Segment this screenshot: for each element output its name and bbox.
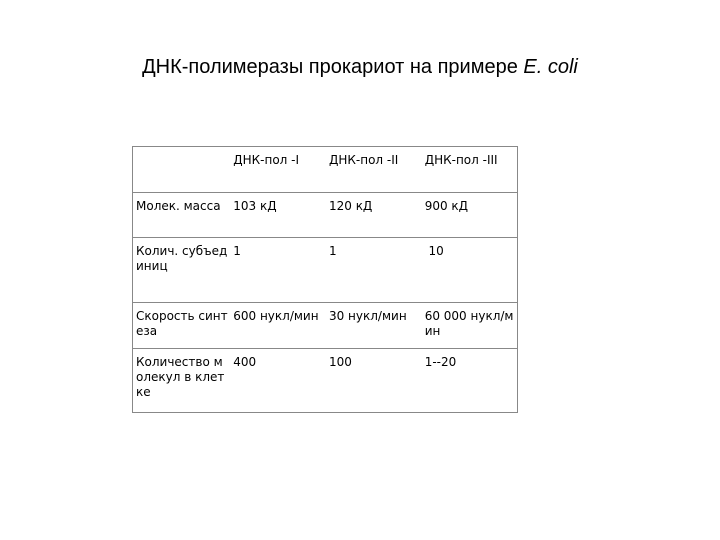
row-label-cell: Количество молекул в клетке (133, 349, 231, 413)
table-cell: 30 нукл/мин (326, 303, 422, 349)
table-cell: 600 нукл/мин (230, 303, 326, 349)
table-cell: 60 000 нукл/мин (422, 303, 518, 349)
row-label-cell: Молек. масса (133, 193, 231, 238)
table-cell: 900 кД (422, 193, 518, 238)
table-row (133, 303, 518, 349)
table-cell: 1--20 (422, 349, 518, 413)
table-cell: 1 (326, 238, 422, 303)
row-label-cell: Скорость синтеза (133, 303, 231, 349)
header-cell: ДНК-пол -III (422, 147, 518, 193)
title-species: E. coli (523, 56, 578, 78)
row-label-cell: Колич. субъединиц (133, 238, 231, 303)
table-row (133, 193, 518, 238)
header-cell: ДНК-пол -II (326, 147, 422, 193)
table-cell: 103 кД (230, 193, 326, 238)
table-cell: 120 кД (326, 193, 422, 238)
table-cell: 1 (230, 238, 326, 303)
table-cell: 100 (326, 349, 422, 413)
table-row (133, 349, 518, 413)
table-header-row (133, 147, 518, 193)
header-cell (133, 147, 231, 193)
table-row (133, 238, 518, 303)
table-cell: 10 (422, 238, 518, 303)
header-cell: ДНК-пол -I (230, 147, 326, 193)
polymerase-table (132, 146, 518, 413)
title-text: ДНК-полимеразы прокариот на примере (142, 56, 524, 78)
slide-title (0, 56, 720, 79)
table-cell: 400 (230, 349, 326, 413)
